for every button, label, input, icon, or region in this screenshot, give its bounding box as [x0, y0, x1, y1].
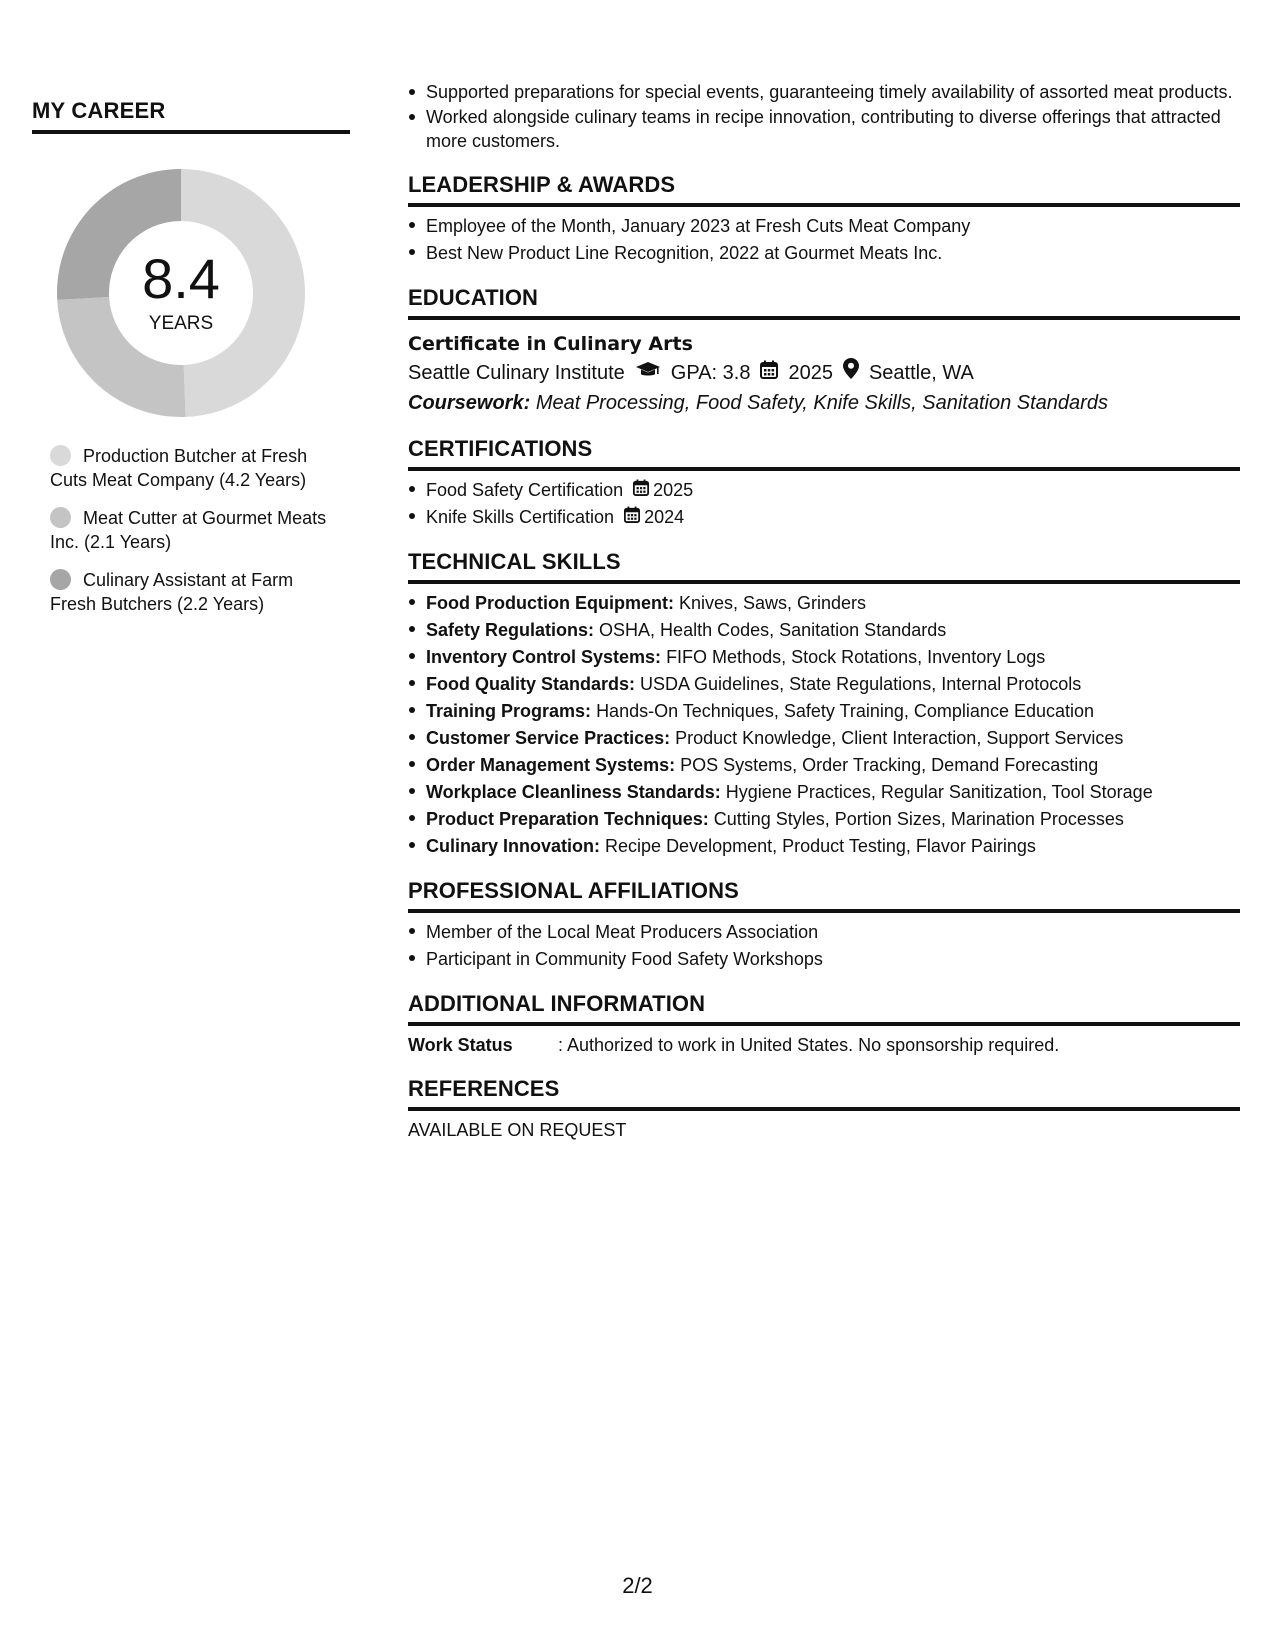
skill-value: Hygiene Practices, Regular Sanitization, Tool Storage	[725, 781, 1153, 802]
legend-label: Culinary Assistant at Farm Fresh Butchers (2.2 Years)	[50, 570, 294, 614]
skill-value: Knives, Saws, Grinders	[678, 592, 867, 613]
skill-value: Recipe Development, Product Testing, Flavor Pairings	[605, 835, 1036, 856]
list-item	[408, 725, 1240, 752]
work-status-row	[408, 1032, 1240, 1058]
cert-year: 2024	[644, 506, 685, 527]
calendar-icon	[760, 358, 778, 388]
affiliations-heading: PROFESSIONAL AFFILIATIONS	[408, 878, 1240, 913]
career-legend	[50, 444, 340, 616]
skill-value: USDA Guidelines, State Regulations, Internal Protocols	[640, 673, 1082, 694]
technical-skills-heading: TECHNICAL SKILLS	[408, 549, 1240, 584]
list-item: Member of the Local Meat Producers Association	[408, 919, 1240, 946]
references-text: AVAILABLE ON REQUEST	[408, 1119, 627, 1140]
technical-skills-list	[408, 590, 1240, 860]
school-location: Seattle, WA	[868, 361, 974, 384]
affiliations-list	[408, 919, 1240, 973]
cert-name: Food Safety Certification	[426, 479, 624, 500]
education-details	[408, 358, 1240, 388]
list-item	[408, 617, 1240, 644]
list-item	[408, 698, 1240, 725]
location-pin-icon	[843, 358, 859, 388]
skill-value: OSHA, Health Codes, Sanitation Standards	[599, 619, 947, 640]
skill-value: Cutting Styles, Portion Sizes, Marination Processes	[713, 808, 1124, 829]
skill-label: Safety Regulations:	[426, 619, 595, 640]
skill-label: Order Management Systems:	[426, 754, 676, 775]
skill-label: Customer Service Practices:	[426, 727, 671, 748]
skill-label: Workplace Cleanliness Standards:	[426, 781, 721, 802]
gpa: GPA: 3.8	[670, 361, 751, 384]
legend-dot	[50, 445, 71, 466]
skill-label: Food Quality Standards:	[426, 673, 636, 694]
skill-value: FIFO Methods, Stock Rotations, Inventory Logs	[666, 646, 1046, 667]
list-item	[408, 590, 1240, 617]
school-name: Seattle Culinary Institute	[408, 361, 625, 384]
list-item	[408, 833, 1240, 860]
experience-bullets	[408, 80, 1240, 154]
list-item: Employee of the Month, January 2023 at Fresh Cuts Meat Company	[408, 213, 1240, 240]
calendar-icon	[633, 477, 653, 504]
skill-label: Food Production Equipment:	[426, 592, 674, 613]
legend-dot	[50, 507, 71, 528]
list-item: Supported preparations for special events, guaranteeing timely availability of assorted meat products.	[408, 80, 1240, 105]
skill-value: Hands-On Techniques, Safety Training, Compliance Education	[596, 700, 1095, 721]
legend-item	[50, 444, 340, 492]
calendar-icon	[624, 504, 644, 531]
skill-label: Inventory Control Systems:	[426, 646, 662, 667]
career-donut-chart	[56, 168, 306, 418]
certifications-heading: CERTIFICATIONS	[408, 436, 1240, 471]
list-item	[408, 752, 1240, 779]
references-heading: REFERENCES	[408, 1076, 1240, 1111]
list-item: Worked alongside culinary teams in recipe innovation, contributing to diverse offerings that attracted more customers.	[408, 105, 1240, 154]
cert-year: 2025	[653, 479, 694, 500]
total-years-unit: YEARS	[148, 313, 214, 334]
coursework	[408, 388, 1240, 418]
skill-value: POS Systems, Order Tracking, Demand Forecasting	[680, 754, 1099, 775]
leadership-list	[408, 213, 1240, 267]
skill-label: Training Programs:	[426, 700, 592, 721]
legend-label: Meat Cutter at Gourmet Meats Inc. (2.1 Years)	[50, 508, 327, 552]
list-item	[408, 779, 1240, 806]
cert-name: Knife Skills Certification	[426, 506, 615, 527]
legend-item	[50, 506, 340, 554]
work-status-label: Work Status	[408, 1034, 513, 1055]
total-years-value: 8.4	[142, 247, 220, 310]
list-item	[408, 671, 1240, 698]
coursework-label: Coursework:	[408, 391, 531, 414]
skill-value: Product Knowledge, Client Interaction, Support Services	[675, 727, 1124, 748]
donut-center	[56, 168, 306, 418]
legend-label: Production Butcher at Fresh Cuts Meat Company (4.2 Years)	[50, 446, 308, 490]
list-item	[408, 477, 1240, 504]
skill-label: Culinary Innovation:	[426, 835, 601, 856]
career-panel	[32, 98, 350, 630]
list-item	[408, 806, 1240, 833]
page-number: 2/2	[622, 1573, 653, 1598]
work-status-value: : Authorized to work in United States. No sponsorship required.	[558, 1034, 1060, 1055]
education-heading: EDUCATION	[408, 285, 1240, 320]
skill-label: Product Preparation Techniques:	[426, 808, 709, 829]
additional-info-heading: ADDITIONAL INFORMATION	[408, 991, 1240, 1026]
career-heading: MY CAREER	[32, 98, 350, 134]
main-content	[408, 80, 1240, 1143]
graduation-year: 2025	[788, 361, 833, 384]
list-item: Best New Product Line Recognition, 2022 at Gourmet Meats Inc.	[408, 240, 1240, 267]
list-item	[408, 504, 1240, 531]
legend-item	[50, 568, 340, 616]
certifications-list	[408, 477, 1240, 531]
graduation-cap-icon	[635, 358, 661, 388]
leadership-heading: LEADERSHIP & AWARDS	[408, 172, 1240, 207]
list-item	[408, 644, 1240, 671]
degree-title: Certificate in Culinary Arts	[408, 332, 693, 355]
legend-dot	[50, 569, 71, 590]
list-item: Participant in Community Food Safety Workshops	[408, 946, 1240, 973]
coursework-list: Meat Processing, Food Safety, Knife Skills, Sanitation Standards	[535, 391, 1108, 414]
